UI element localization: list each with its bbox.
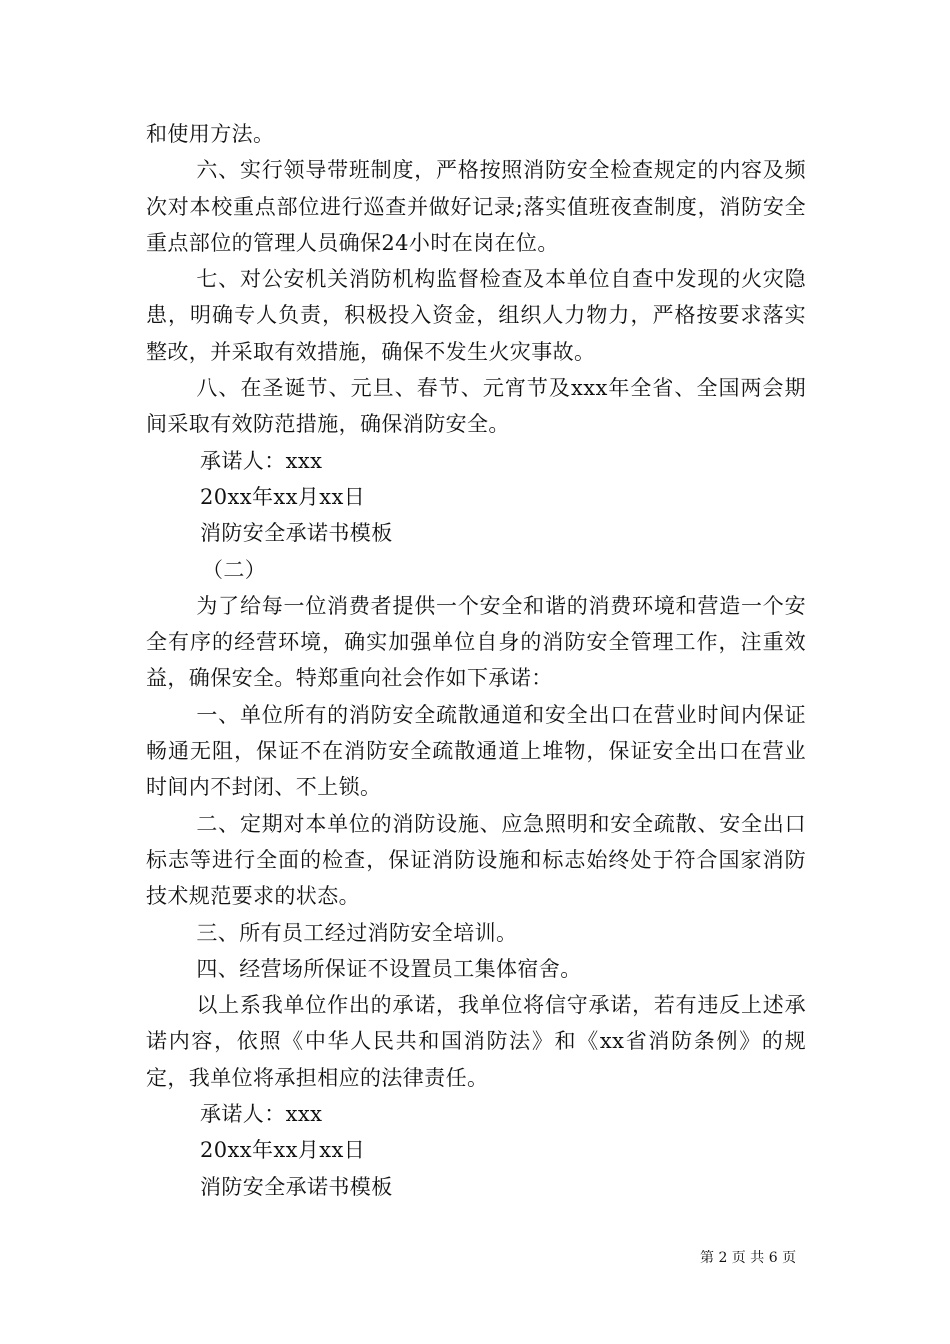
page-indicator: 第 2 页 共 6 页 xyxy=(700,1250,797,1266)
paragraph-continuation: 和使用方法。 xyxy=(146,122,275,146)
paragraph-item-3: 三、所有员工经过消防安全培训。 xyxy=(196,920,518,945)
paragraph-item-2: 二、定期对本单位的消防设施、应急照明和安全疏散、安全出口标志等进行全面的检查，保证消防设施和标志始终处于符合国家消防技术规范要求的状态。 xyxy=(146,811,806,909)
paragraph-item-8: 八、在圣诞节、元旦、春节、元宵节及xxx年全省、全国两会期间采取有效防范措施，确保消防安全。 xyxy=(146,376,806,437)
paragraph-item-7: 七、对公安机关消防机构监督检查及本单位自查中发现的火灾隐患，明确专人负责，积极投入资金，组织人力物力，严格按要求落实整改，并采取有效措施，确保不发生火灾事故。 xyxy=(146,267,806,364)
paragraph-item-6: 六、实行领导带班制度，严格按照消防安全检查规定的内容及频次对本校重点部位进行巡查并做好记录;落实值班夜查制度，消防安全重点部位的管理人员确保24小时在岗在位。 xyxy=(146,158,806,255)
paragraph-item-4: 四、经营场所保证不设置员工集体宿舍。 xyxy=(196,956,582,981)
paragraph-item-1: 一、单位所有的消防安全疏散通道和安全出口在营业时间内保证畅通无阻，保证不在消防安全疏散通道上堆物，保证安全出口在营业时间内不封闭、不上锁。 xyxy=(146,702,806,800)
date-line: 20xx年xx月xx日 xyxy=(200,1138,366,1163)
section-title: 消防安全承诺书模板 xyxy=(200,1174,393,1199)
section-title: 消防安全承诺书模板 xyxy=(200,521,393,546)
paragraph-conclusion: 以上系我单位作出的承诺，我单位将信守承诺，若有违反上述承诺内容，依照《中华人民共和国消防法》和《xx省消防条例》的规定，我单位将承担相应的法律责任。 xyxy=(146,993,806,1090)
signatory-line: 承诺人：xxx xyxy=(200,448,323,473)
paragraph-intro: 为了给每一位消费者提供一个安全和谐的消费环境和营造一个安全有序的经营环境，确实加强单位自身的消防安全管理工作，注重效益，确保安全。特郑重向社会作如下承诺： xyxy=(146,593,806,691)
section-number: （二） xyxy=(202,557,267,582)
date-line: 20xx年xx月xx日 xyxy=(200,484,366,509)
document-body xyxy=(146,116,806,1205)
signatory-line: 承诺人：xxx xyxy=(200,1102,323,1127)
